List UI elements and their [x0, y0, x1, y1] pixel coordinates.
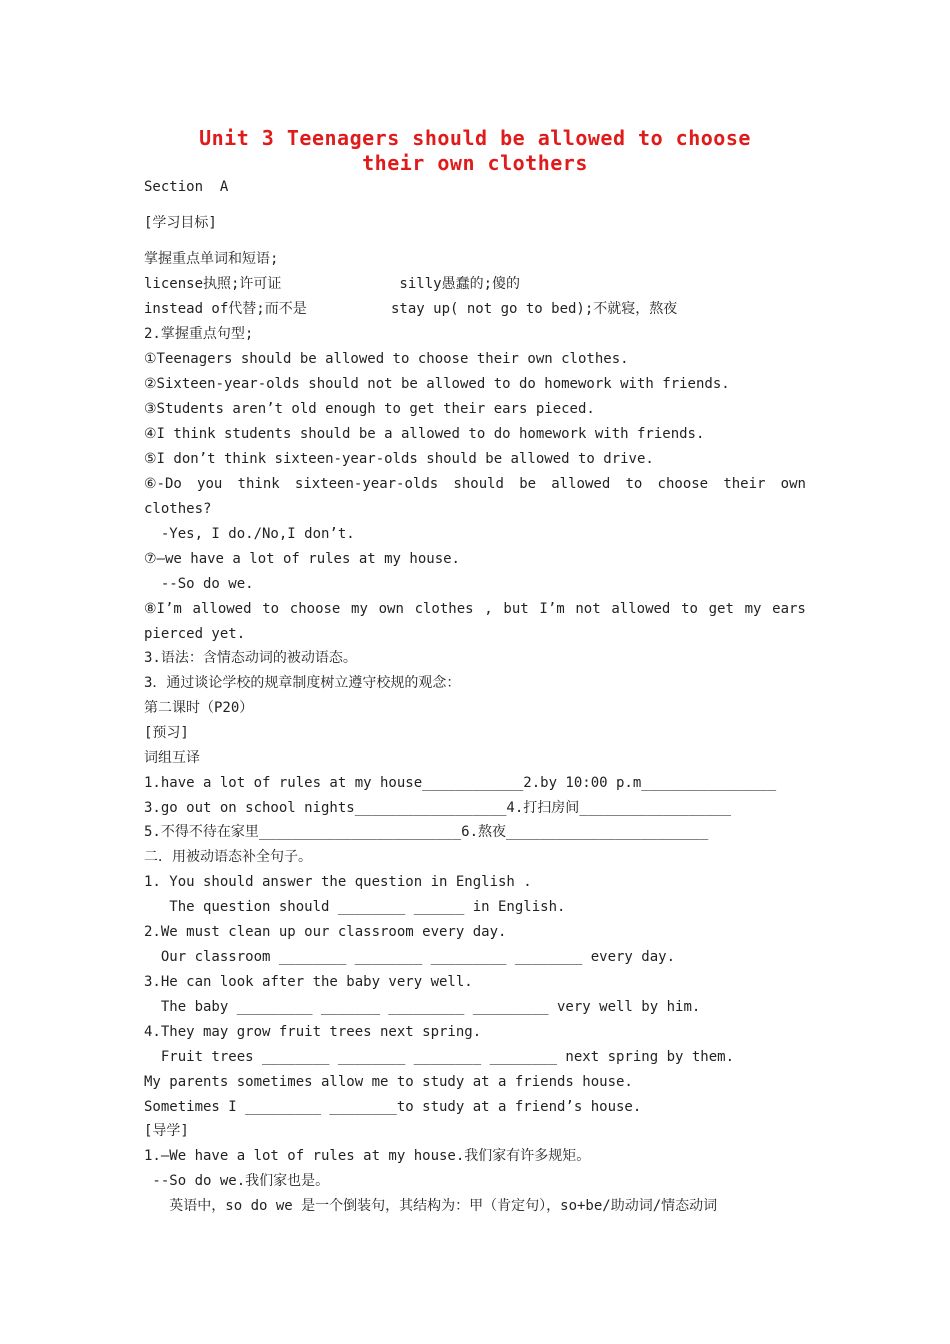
text-line: ③Students aren’t old enough to get their ears pieced.: [144, 401, 595, 417]
text-line: ②Sixteen-year-olds should not be allowed to do homework with friends.: [144, 376, 730, 392]
text-line: 词组互译: [144, 750, 200, 766]
text-line: --So do we.: [144, 576, 254, 592]
text-line: Section A: [144, 179, 229, 195]
text-line: license执照;许可证 silly愚蠢的;傻的: [144, 276, 521, 292]
title-line-2: their own clothers: [362, 151, 588, 175]
text-line: clothes?: [144, 501, 212, 517]
text-line: 1.—We have a lot of rules at my house.我们家有许多规矩。: [144, 1148, 591, 1164]
text-line: 二．用被动语态补全句子。: [144, 849, 312, 865]
text-line: instead of代替;而不是 stay up( not go to bed);不就寝，熬夜: [144, 301, 678, 317]
text-line: ⑧I’m allowed to choose my own clothes , but I’m not allowed to get my ears: [144, 601, 806, 617]
text-line: 1. You should answer the question in English .: [144, 874, 532, 890]
text-line: The baby _________ _______ _________ _________ very well by him.: [144, 999, 701, 1015]
text-line: 5.不得不待在家里________________________6.熬夜________________________: [144, 824, 709, 840]
title-line-1: Unit 3 Teenagers should be allowed to choose: [199, 126, 751, 150]
text-line: -Yes, I do./No,I don’t.: [144, 526, 355, 542]
text-line: 2.掌握重点句型;: [144, 326, 254, 342]
text-line: 3.go out on school nights__________________4.打扫房间__________________: [144, 800, 732, 816]
text-line: 掌握重点单词和短语;: [144, 251, 279, 267]
text-line: [学习目标]: [144, 215, 217, 231]
text-line: My parents sometimes allow me to study at a friends house.: [144, 1074, 633, 1090]
text-line: ④I think students should be a allowed to do homework with friends.: [144, 426, 705, 442]
text-line: [导学]: [144, 1123, 189, 1139]
text-line: --So do we.我们家也是。: [144, 1173, 330, 1189]
text-line: 3.语法：含情态动词的被动语态。: [144, 650, 357, 666]
text-line: Fruit trees ________ ________ ________ ________ next spring by them.: [144, 1049, 735, 1065]
text-line: 3．通过谈论学校的规章制度树立遵守校规的观念：: [144, 675, 461, 691]
text-line: pierced yet.: [144, 626, 246, 642]
text-line: 1.have a lot of rules at my house____________2.by 10:00 p.m________________: [144, 775, 777, 791]
text-line: 2.We must clean up our classroom every day.: [144, 924, 507, 940]
text-line: ①Teenagers should be allowed to choose their own clothes.: [144, 351, 629, 367]
text-line: ⑦—we have a lot of rules at my house.: [144, 551, 460, 567]
text-line: The question should ________ ______ in English.: [144, 899, 566, 915]
text-line: ⑤I don’t think sixteen-year-olds should be allowed to drive.: [144, 451, 654, 467]
text-line: 英语中，so do we 是一个倒装句，其结构为：甲（肯定句），so+be/助动词/情态动词: [144, 1198, 718, 1214]
text-line: 3.He can look after the baby very well.: [144, 974, 473, 990]
text-line: [预习]: [144, 725, 189, 741]
text-line: ⑥-Do you think sixteen-year-olds should be allowed to choose their own: [144, 476, 806, 492]
text-line: 第二课时（P20）: [144, 700, 254, 716]
text-line: Sometimes I _________ ________to study at a friend’s house.: [144, 1099, 642, 1115]
text-line: 4.They may grow fruit trees next spring.: [144, 1024, 482, 1040]
text-line: Our classroom ________ ________ _________ ________ every day.: [144, 949, 676, 965]
